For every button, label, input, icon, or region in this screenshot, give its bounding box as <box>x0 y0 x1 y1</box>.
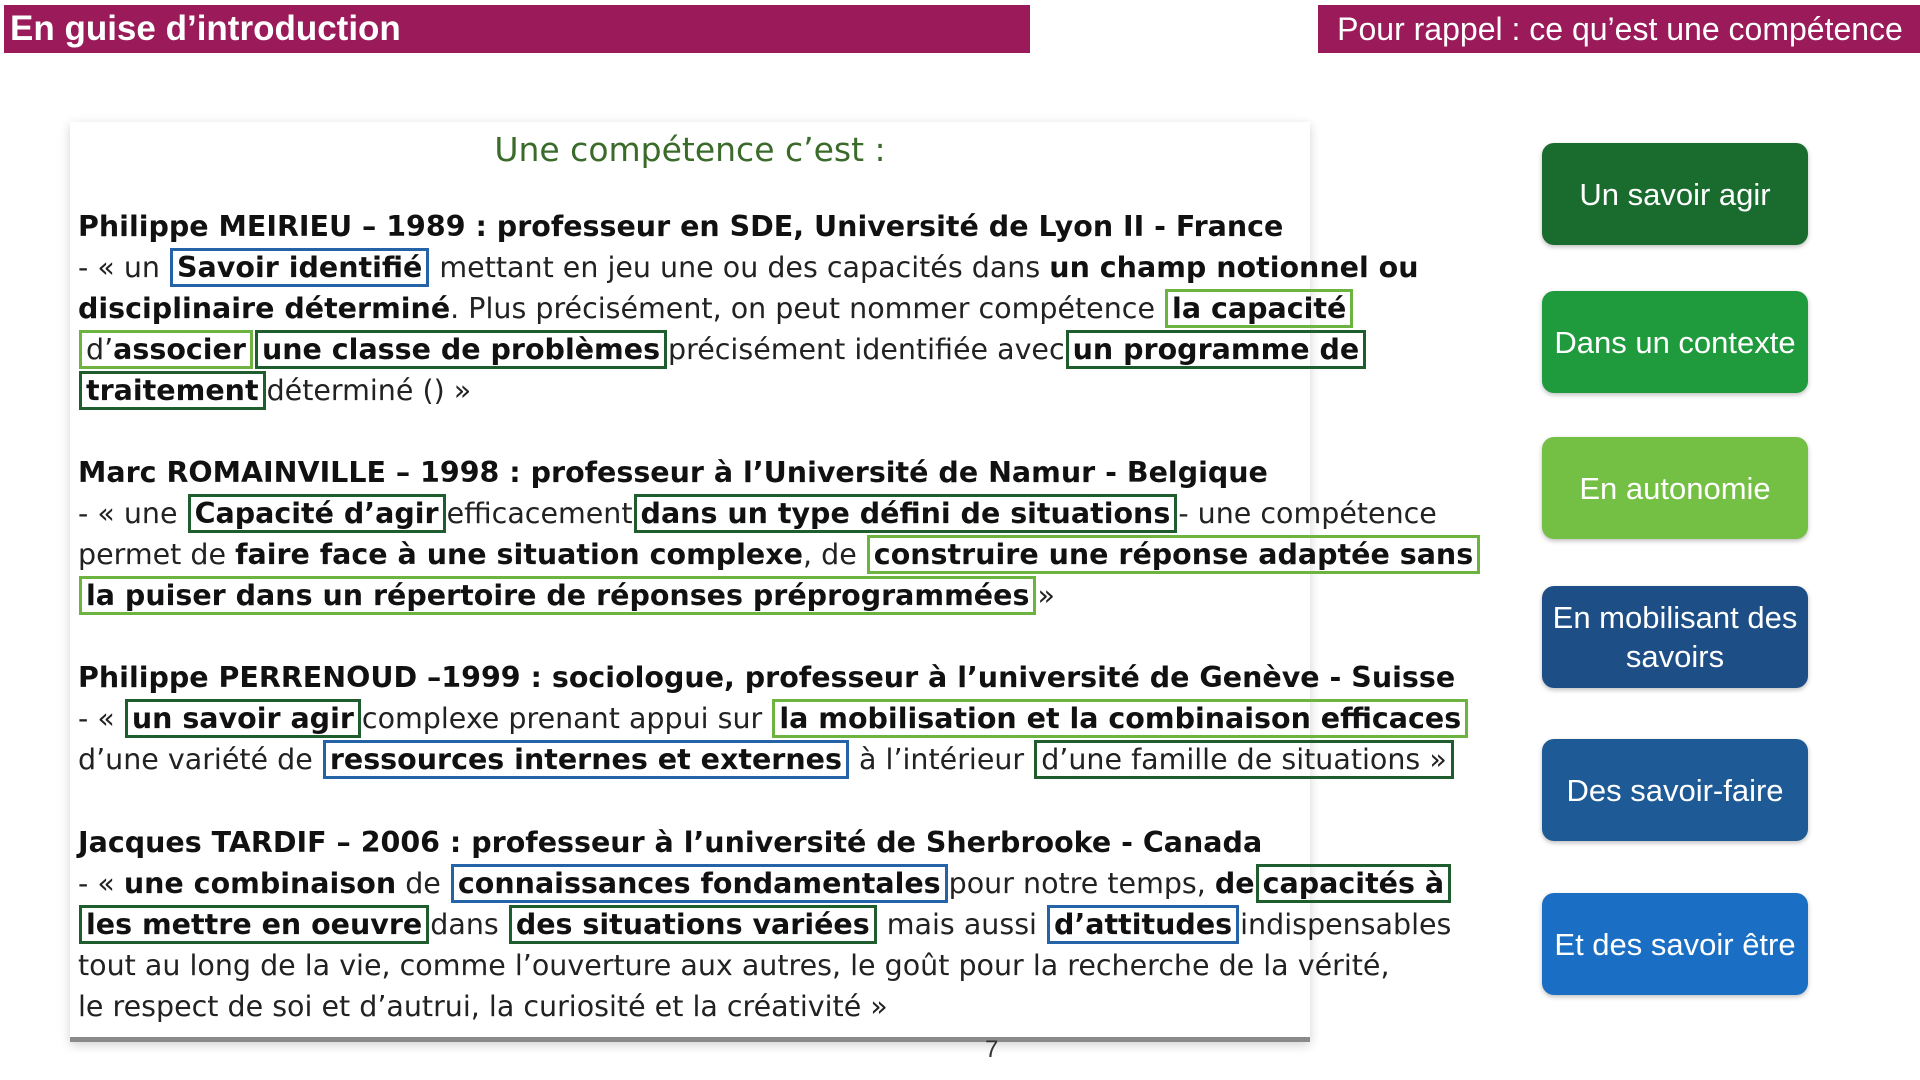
bold-text: une combinaison <box>123 867 397 900</box>
highlight-darkgreen: une classe de problèmes <box>255 330 667 369</box>
quote-line <box>78 945 1390 986</box>
text: , de <box>802 538 866 571</box>
text: mais aussi <box>877 908 1047 941</box>
text: . Plus précisément, on peut nommer compétence <box>450 292 1165 325</box>
text: tout au long de la vie, comme l’ouverture aux autres, le goût pour la recherche de la vérité, <box>78 949 1390 982</box>
bold-text: un champ notionnel ou <box>1049 251 1419 284</box>
text: à l’intérieur <box>849 743 1034 776</box>
definition-meirieu <box>78 206 1419 411</box>
quote-line <box>78 534 1474 575</box>
quote-line <box>78 370 1306 411</box>
text: pour notre temps, <box>948 867 1215 900</box>
highlight-darkgreen: dans un type défini de situations <box>634 494 1178 533</box>
text: - « une <box>78 497 187 530</box>
bold-text: de <box>1214 867 1255 900</box>
bold-text: faire face à une situation complexe <box>235 538 803 571</box>
text: complexe prenant appui sur <box>361 702 772 735</box>
text: - « <box>78 867 124 900</box>
highlight-darkgreen: un programme de <box>1066 330 1367 369</box>
highlight-blue: d’attitudes <box>1047 905 1239 944</box>
highlight-blue: connaissances fondamentales <box>451 864 948 903</box>
quote-line <box>78 739 1447 780</box>
highlight-lightgreen: la mobilisation et la combinaison efficaces <box>772 699 1468 738</box>
highlight-darkgreen: traitement <box>79 371 266 410</box>
card-title: Une compétence c’est : <box>494 130 886 169</box>
pill-contexte: Dans un contexte <box>1542 291 1808 393</box>
highlight-darkgreen: Capacité d’agir <box>188 494 446 533</box>
text: efficacement <box>446 497 633 530</box>
text: permet de <box>78 538 236 571</box>
author-heading: Philippe PERRENOUD –1999 : sociologue, professeur à l’université de Genève - Suisse <box>78 661 1456 694</box>
author-heading: Philippe MEIRIEU – 1989 : professeur en SDE, Université de Lyon II - France <box>78 210 1284 243</box>
text: précisément identifiée avec <box>668 333 1065 366</box>
text: - « un <box>78 251 170 284</box>
reminder-title: Pour rappel : ce qu’est une compétence <box>1318 5 1920 53</box>
pill-savoir-faire: Des savoir-faire <box>1542 739 1808 841</box>
text: mettant en jeu une ou des capacités dans <box>430 251 1050 284</box>
text: - « <box>78 702 124 735</box>
text: dans <box>430 908 508 941</box>
highlight-darkgreen: d’une famille de situations » <box>1034 740 1454 779</box>
highlight-darkgreen: des situations variées <box>509 905 877 944</box>
definition-tardif <box>78 822 1452 1027</box>
quote-line <box>78 329 1360 370</box>
highlight-darkgreen: un savoir agir <box>125 699 361 738</box>
text: » <box>1037 579 1055 612</box>
highlight-lightgreen <box>79 330 253 369</box>
pill-mobilisant-savoirs: En mobilisant des savoirs <box>1542 586 1808 688</box>
highlight-lightgreen: la capacité <box>1165 289 1353 328</box>
highlight-lightgreen: construire une réponse adaptée sans <box>867 535 1480 574</box>
text: - une compétence <box>1178 497 1437 530</box>
highlight-lightgreen: la puiser dans un répertoire de réponses préprogrammées <box>79 576 1036 615</box>
quote-line <box>78 288 1347 329</box>
pill-autonomie: En autonomie <box>1542 437 1808 539</box>
bold-text: associer <box>113 333 246 366</box>
definitions-card <box>70 122 1474 1042</box>
text: d’ <box>86 333 114 366</box>
quote-line <box>78 986 1306 1027</box>
text: de <box>396 867 450 900</box>
section-title: En guise d’introduction <box>4 5 1030 53</box>
quote-line <box>78 575 1306 616</box>
quote-line <box>78 698 1462 739</box>
quote-line <box>78 904 1452 945</box>
text: indispensables <box>1240 908 1452 941</box>
highlight-blue: Savoir identifié <box>170 248 429 287</box>
pill-savoir-etre: Et des savoir être <box>1542 893 1808 995</box>
quote-line <box>78 247 1419 288</box>
definition-perrenoud <box>78 657 1462 780</box>
bold-text: disciplinaire déterminé <box>78 292 451 325</box>
text: le respect de soi et d’autrui, la curiosité et la créativité » <box>78 990 888 1023</box>
pill-savoir-agir: Un savoir agir <box>1542 143 1808 245</box>
quote-line <box>78 863 1445 904</box>
text: déterminé () » <box>266 374 472 407</box>
author-heading: Marc ROMAINVILLE – 1998 : professeur à l’Université de Namur - Belgique <box>78 456 1268 489</box>
quote-line <box>78 493 1437 534</box>
highlight-darkgreen: capacités à <box>1256 864 1452 903</box>
author-heading: Jacques TARDIF – 2006 : professeur à l’université de Sherbrooke - Canada <box>78 826 1263 859</box>
text: d’une variété de <box>78 743 322 776</box>
definition-romainville <box>78 452 1474 616</box>
highlight-darkgreen: les mettre en oeuvre <box>79 905 429 944</box>
page-number: 7 <box>985 1036 999 1063</box>
highlight-blue: ressources internes et externes <box>323 740 849 779</box>
